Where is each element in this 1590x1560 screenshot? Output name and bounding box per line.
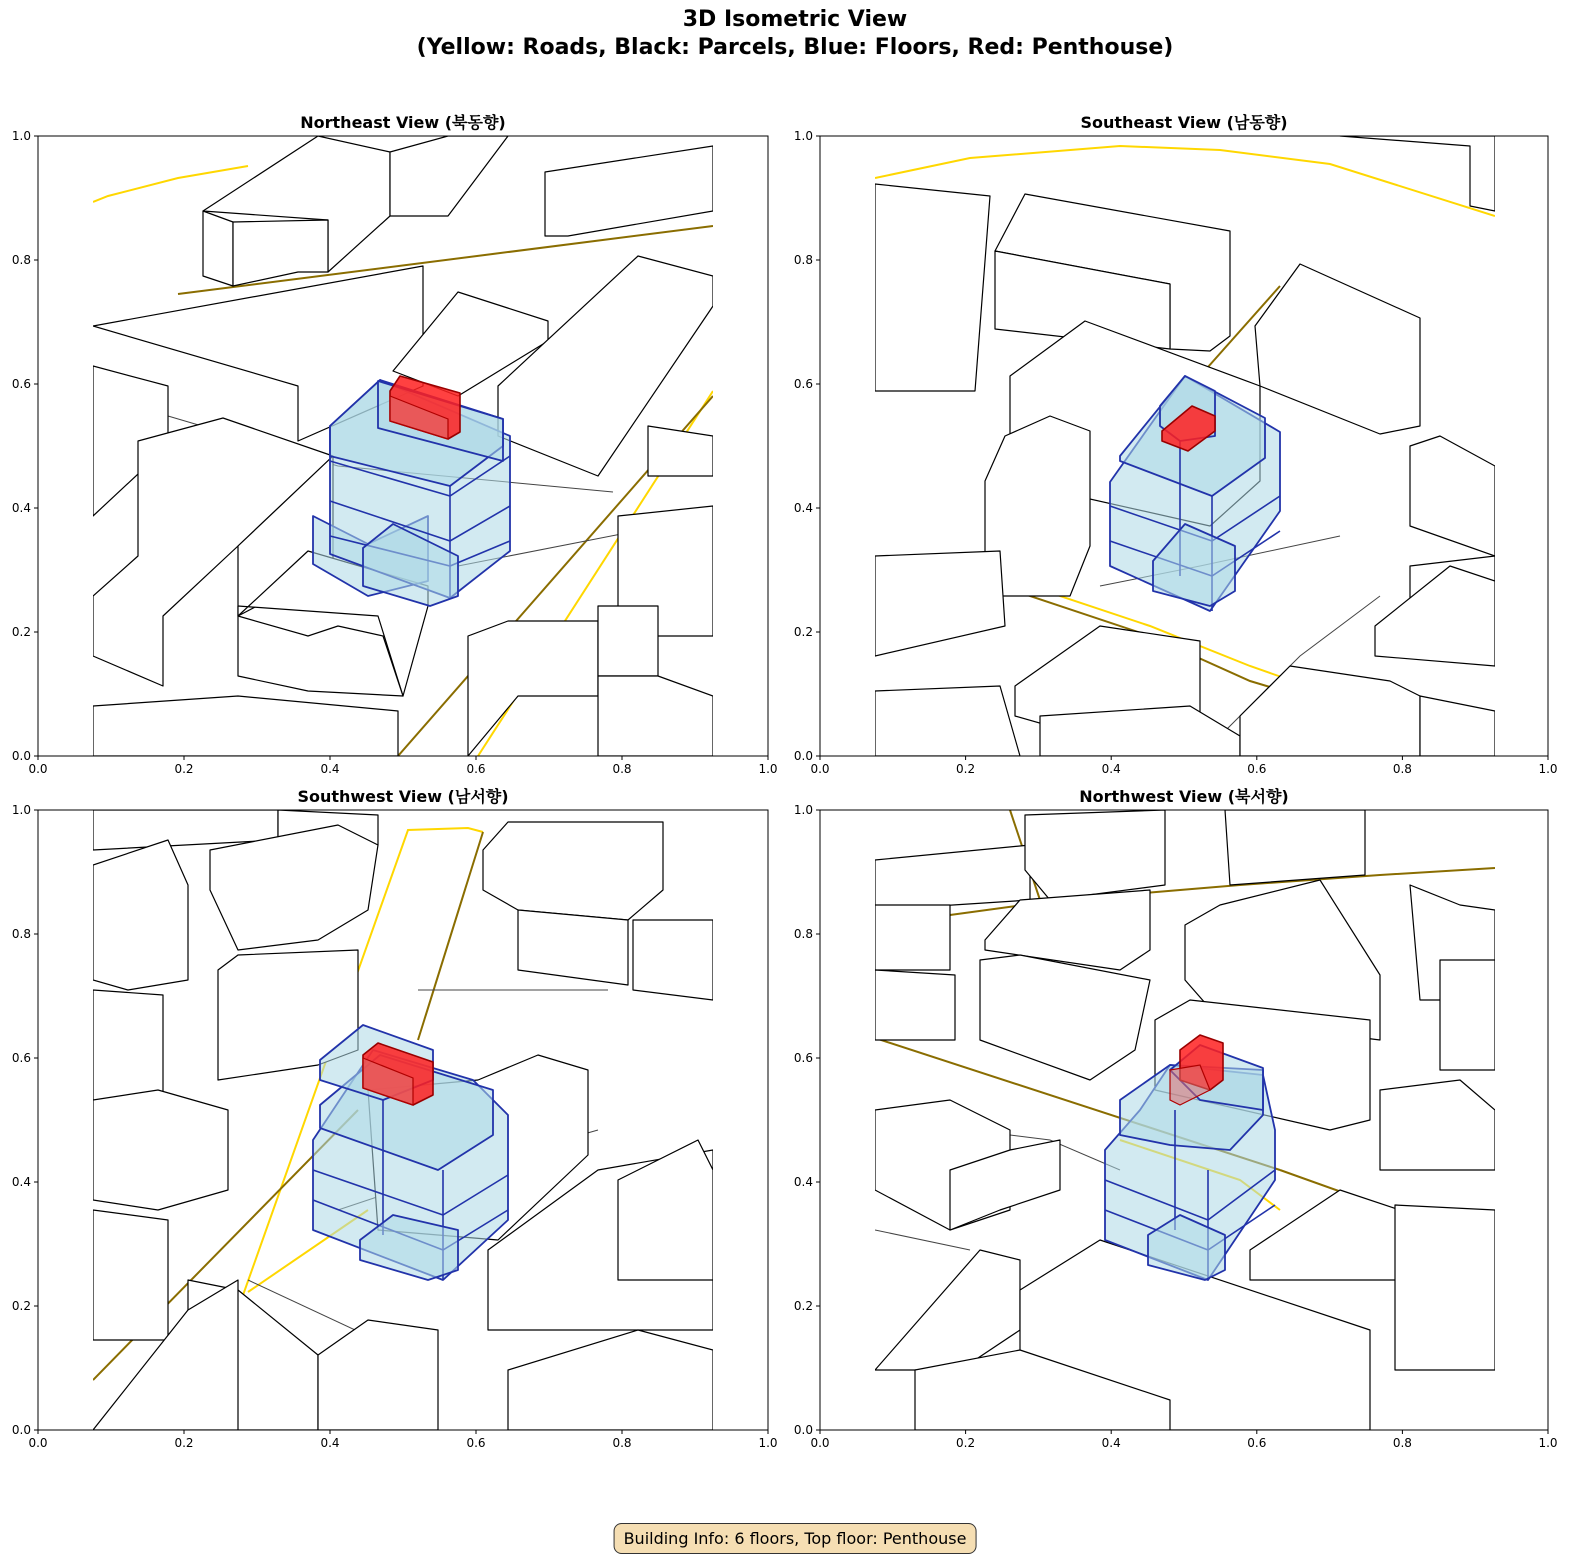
plot-northeast [38, 136, 768, 756]
y-tick-label-southwest: 0.2 [11, 1299, 31, 1313]
building [618, 1140, 713, 1280]
building [468, 621, 598, 756]
plot-southeast [820, 136, 1548, 756]
x-tick-label-northeast: 0.2 [174, 762, 194, 776]
x-tick-label-northwest: 0.8 [1392, 1436, 1412, 1450]
y-tick-label-southwest: 1.0 [11, 803, 31, 817]
building [390, 136, 508, 216]
y-tick-label-southeast: 1.0 [793, 129, 813, 143]
x-tick-label-northwest: 0.6 [1247, 1436, 1267, 1450]
panel-title-southeast: Southeast View (남동향) [1080, 113, 1288, 132]
y-tick-label-northeast: 0.0 [11, 749, 31, 763]
building [598, 676, 713, 756]
building [238, 616, 403, 696]
y-tick-label-southeast: 0.6 [793, 377, 813, 391]
figure-title-line2: (Yellow: Roads, Black: Parcels, Blue: Floors, Red: Penthouse) [416, 35, 1174, 60]
building [1420, 696, 1495, 756]
y-tick-label-southwest: 0.0 [11, 1423, 31, 1437]
plot-northwest [820, 810, 1548, 1430]
y-tick-label-southeast: 0.0 [793, 749, 813, 763]
x-tick-label-southeast: 0.2 [956, 762, 976, 776]
building [980, 955, 1150, 1080]
building [1040, 706, 1240, 756]
y-tick-label-northwest: 1.0 [793, 803, 813, 817]
building [875, 970, 955, 1040]
building [1440, 960, 1495, 1070]
x-tick-label-northwest: 0.0 [810, 1436, 830, 1450]
building [633, 920, 713, 1000]
y-tick-label-southeast: 0.8 [793, 253, 813, 267]
building-info-box: Building Info: 6 floors, Top floor: Penthouse [614, 1523, 977, 1554]
panel-title-southwest: Southwest View (남서향) [297, 787, 509, 806]
building [210, 825, 378, 950]
building [1025, 810, 1165, 900]
y-tick-label-northeast: 0.2 [11, 625, 31, 639]
parcel-line [875, 1230, 970, 1250]
building [1375, 566, 1495, 666]
building [875, 1250, 1020, 1370]
x-tick-label-northwest: 0.2 [956, 1436, 976, 1450]
building [508, 1330, 713, 1430]
building [875, 551, 1005, 656]
road [418, 832, 483, 1040]
y-tick-label-northeast: 0.8 [11, 253, 31, 267]
y-tick-label-southwest: 0.4 [11, 1175, 31, 1189]
y-tick-label-northeast: 0.6 [11, 377, 31, 391]
building [648, 426, 713, 476]
y-tick-label-northwest: 0.6 [793, 1051, 813, 1065]
x-tick-label-northeast: 0.0 [28, 762, 48, 776]
building [518, 910, 628, 985]
building [203, 211, 233, 286]
building [545, 146, 713, 236]
y-tick-label-northeast: 0.4 [11, 501, 31, 515]
y-tick-label-northeast: 1.0 [11, 129, 31, 143]
building [93, 840, 188, 990]
x-tick-label-northeast: 1.0 [758, 762, 778, 776]
x-tick-label-southwest: 0.8 [612, 1436, 632, 1450]
plot-southwest [38, 810, 768, 1430]
panel-title-northeast: Northeast View (북동향) [300, 113, 506, 132]
building [93, 696, 398, 756]
y-tick-label-southeast: 0.4 [793, 501, 813, 515]
y-tick-label-northwest: 0.2 [793, 1299, 813, 1313]
building [875, 184, 990, 391]
figure-title-line1: 3D Isometric View [682, 7, 908, 32]
x-tick-label-northwest: 1.0 [1538, 1436, 1558, 1450]
x-tick-label-southwest: 0.6 [466, 1436, 486, 1450]
x-tick-label-southeast: 0.0 [810, 762, 830, 776]
x-tick-label-southwest: 1.0 [758, 1436, 778, 1450]
x-tick-label-southeast: 0.4 [1101, 762, 1121, 776]
building [1255, 264, 1420, 434]
y-tick-label-southwest: 0.6 [11, 1051, 31, 1065]
y-tick-label-northwest: 0.0 [793, 1423, 813, 1437]
building [1225, 810, 1365, 885]
building [318, 1320, 438, 1430]
building [1380, 1080, 1495, 1170]
y-tick-label-southeast: 0.2 [793, 625, 813, 639]
building [93, 1090, 228, 1210]
x-tick-label-northeast: 0.6 [466, 762, 486, 776]
x-tick-label-southeast: 1.0 [1538, 762, 1558, 776]
x-tick-label-southeast: 0.6 [1247, 762, 1267, 776]
y-tick-label-southwest: 0.8 [11, 927, 31, 941]
building [1240, 666, 1420, 756]
y-tick-label-northwest: 0.4 [793, 1175, 813, 1189]
x-tick-label-northwest: 0.4 [1101, 1436, 1121, 1450]
x-tick-label-southwest: 0.0 [28, 1436, 48, 1450]
building [483, 822, 663, 920]
building [1410, 436, 1495, 556]
x-tick-label-southeast: 0.8 [1392, 762, 1412, 776]
x-tick-label-southwest: 0.2 [174, 1436, 194, 1450]
building [875, 905, 950, 970]
x-tick-label-southwest: 0.4 [320, 1436, 340, 1450]
building [875, 686, 1020, 756]
building [1395, 1205, 1495, 1370]
panel-title-northwest: Northwest View (북서향) [1079, 787, 1289, 806]
building [598, 606, 658, 676]
y-tick-label-northwest: 0.8 [793, 927, 813, 941]
building [875, 845, 1030, 910]
x-tick-label-northeast: 0.8 [612, 762, 632, 776]
x-tick-label-northeast: 0.4 [320, 762, 340, 776]
building [93, 1210, 168, 1340]
